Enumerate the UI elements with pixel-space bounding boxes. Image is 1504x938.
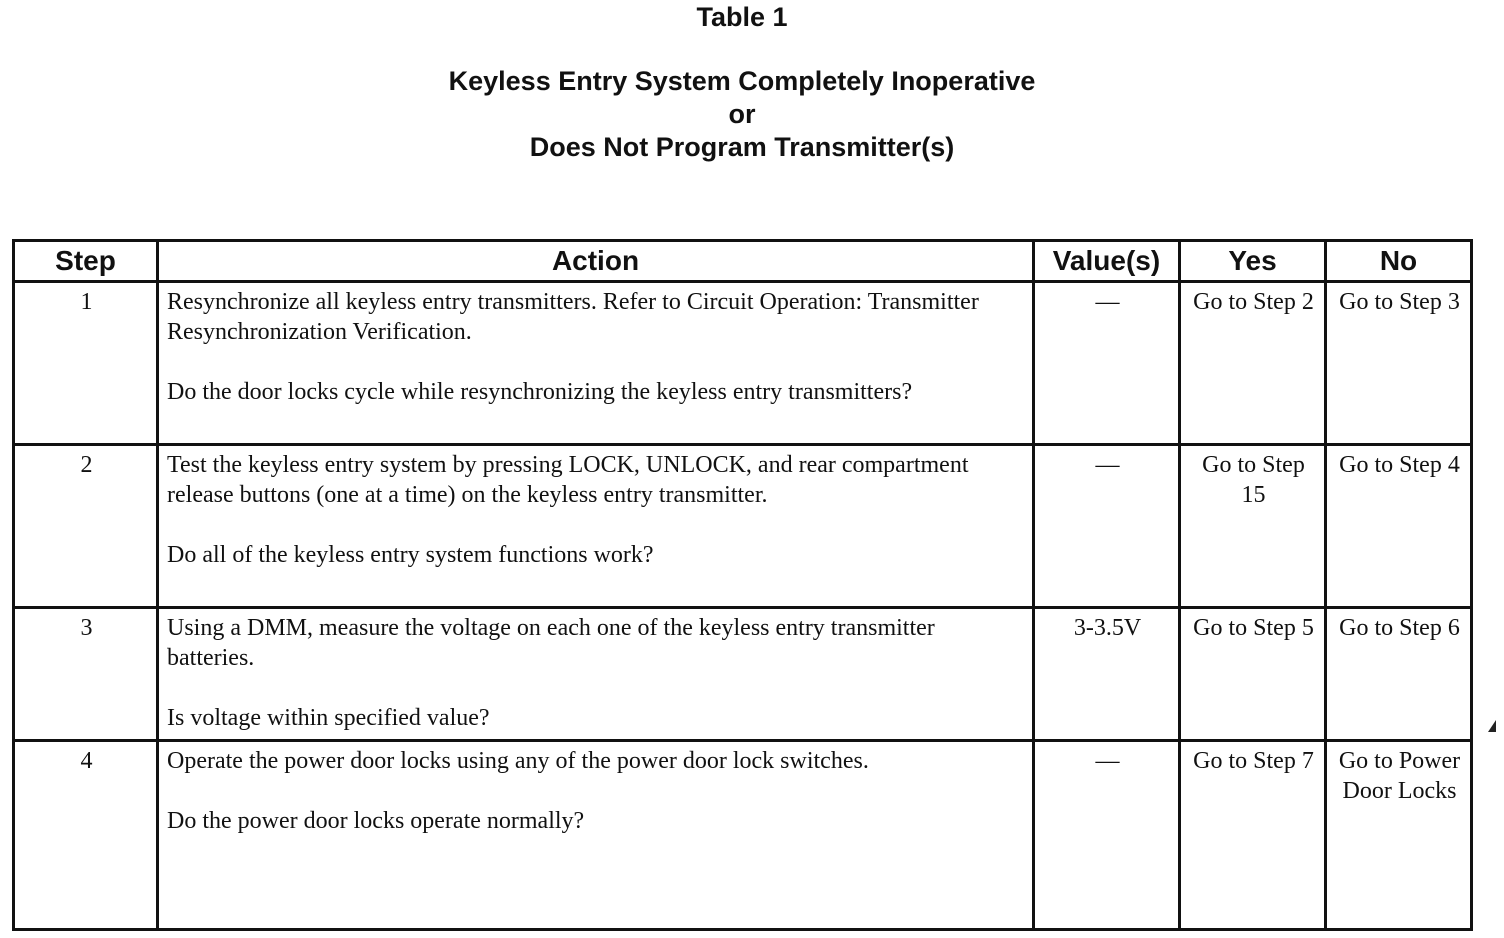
column-header-step: Step <box>14 241 158 282</box>
yes-cell: Go to Step 15 <box>1180 445 1326 608</box>
action-text: Operate the power door locks using any of the power door lock switches. <box>167 748 869 774</box>
column-header-action: Action <box>158 241 1034 282</box>
value-cell: 3-3.5V <box>1034 608 1180 741</box>
table-row <box>14 445 1472 608</box>
step-number: 4 <box>14 741 158 930</box>
action-text: Test the keyless entry system by pressing LOCK, UNLOCK, and rear compartment release buttons (one at a time) on the keyless entry transmitter. <box>167 452 969 508</box>
table-row <box>14 282 1472 445</box>
column-header-values: Value(s) <box>1034 241 1180 282</box>
value-cell: — <box>1034 282 1180 445</box>
no-cell: Go to Step 4 <box>1326 445 1472 608</box>
step-number: 3 <box>14 608 158 741</box>
action-cell <box>158 445 1034 608</box>
action-question: Do the power door locks operate normally? <box>167 808 585 834</box>
no-cell: Go to Step 6 <box>1326 608 1472 741</box>
title-or: or <box>728 99 756 129</box>
value-cell: — <box>1034 741 1180 930</box>
action-cell <box>158 282 1034 445</box>
table-label: Table 1 <box>696 2 788 32</box>
action-question: Do the door locks cycle while resynchronizing the keyless entry transmitters? <box>167 379 913 405</box>
header-row <box>14 241 1472 282</box>
step-number: 2 <box>14 445 158 608</box>
yes-cell: Go to Step 2 <box>1180 282 1326 445</box>
no-cell: Go to Power Door Locks <box>1326 741 1472 930</box>
action-text: Resynchronize all keyless entry transmitters. Refer to Circuit Operation: Transmitter Resynchronization Verification. <box>167 289 979 345</box>
step-number: 1 <box>14 282 158 445</box>
page-subtitle: Does Not Program Transmitter(s) <box>529 132 955 162</box>
action-question: Do all of the keyless entry system functions work? <box>167 542 654 568</box>
no-cell: Go to Step 3 <box>1326 282 1472 445</box>
yes-cell: Go to Step 5 <box>1180 608 1326 741</box>
yes-cell: Go to Step 7 <box>1180 741 1326 930</box>
action-cell <box>158 608 1034 741</box>
margin-arrow-mark <box>1488 720 1496 732</box>
column-header-yes: Yes <box>1180 241 1326 282</box>
table-row <box>14 608 1472 741</box>
action-cell <box>158 741 1034 930</box>
page-title: Keyless Entry System Completely Inoperative <box>448 66 1036 96</box>
diagnostic-table <box>12 239 1473 931</box>
column-header-no: No <box>1326 241 1472 282</box>
action-text: Using a DMM, measure the voltage on each one of the keyless entry transmitter batteries. <box>167 615 935 671</box>
table-row <box>14 741 1472 930</box>
value-cell: — <box>1034 445 1180 608</box>
action-question: Is voltage within specified value? <box>167 705 490 731</box>
